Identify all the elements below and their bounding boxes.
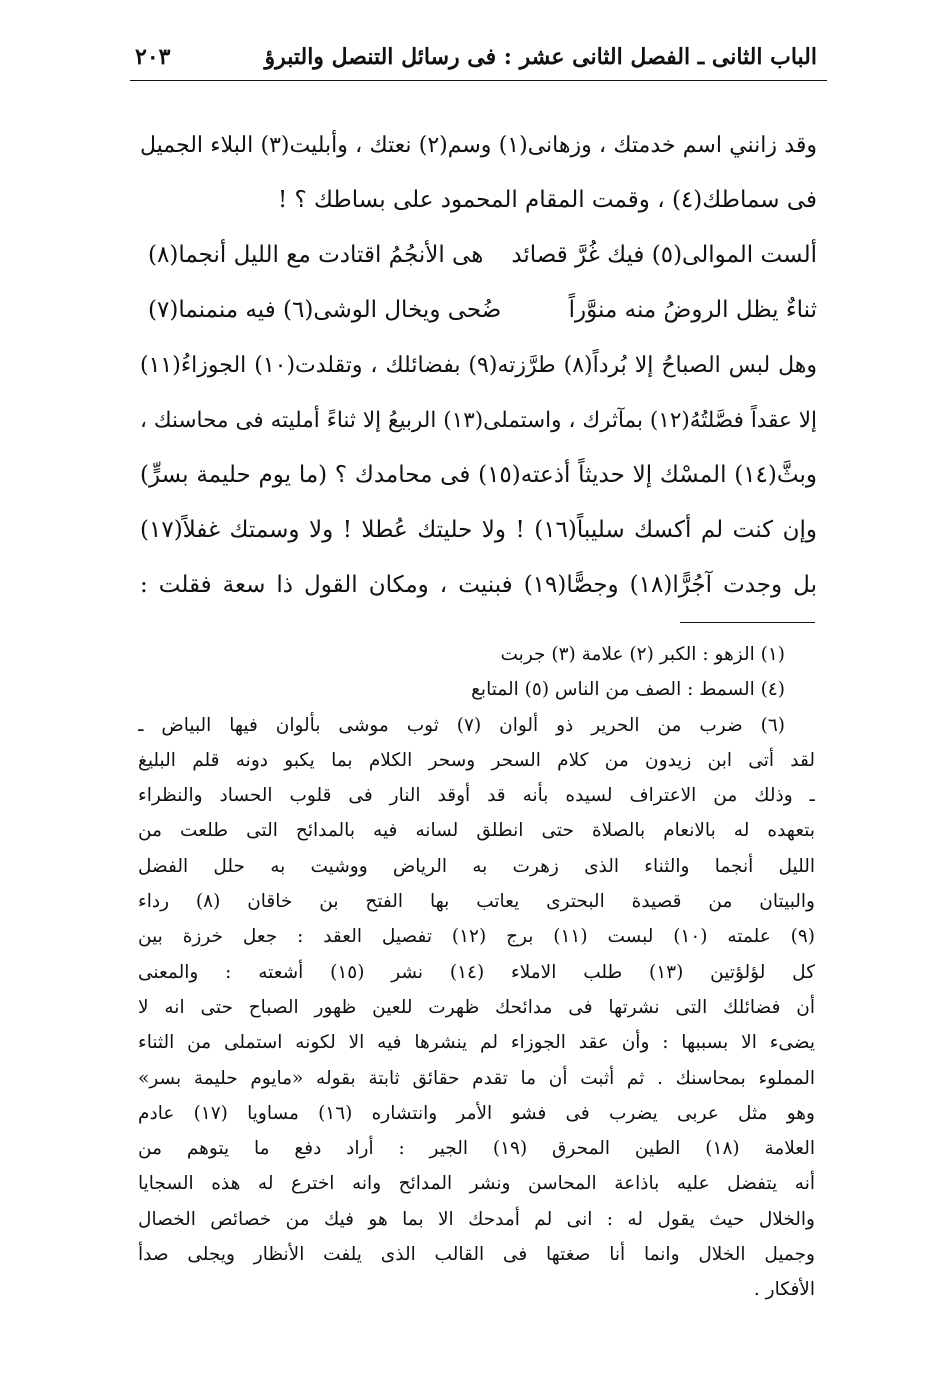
footnote-line: والبيتان من قصيدة البحترى يعاتب بها الفتح بن خاقان (٨) رداء (138, 891, 815, 913)
text-line: إلا عقداً فصَّلتُهُ(١٢) بمآثرك ، واستملى(١٣) الربيعُ إلا ثناءً أمليته فى محاسنك ، (140, 408, 817, 433)
header-rule (130, 80, 827, 81)
footnote-rule (680, 622, 815, 623)
page-number: ٢٠٣ (135, 44, 171, 70)
footnote-line: الليل أنجما والثناء الذى زهرت به الرياض ووشيت به حلل الفضل (138, 855, 815, 877)
running-title: الباب الثانى ـ الفصل الثانى عشر : فى رسائل التنصل والتبرؤ (264, 44, 817, 70)
footnote-line: لقد أتى ابن زيدون من كلام السحر وسحر الكلام بما يكبو دونه قلم البليغ (138, 749, 815, 771)
footnote-line: (٤) السمط : الصف من الناس (٥) المتابع (471, 679, 785, 701)
text-line: بل وجدت آجُرًّا(١٨) وجصًّا(١٩) فبنيت ، ومكان القول ذا سعة فقلت : (140, 572, 817, 598)
text-line: وقد زانني اسم خدمتك ، وزهانى(١) وسم(٢) نعتك ، وأبليت(٣) البلاء الجميل (140, 133, 817, 158)
footnote-line: والخلال حيث يقول له : انى لم أمدحك الا بما هو فيك من خصائص الخصال (138, 1208, 815, 1230)
footnote-line: العلامة (١٨) الطين المحرق (١٩) الجير : أراد دفع ما يتوهم من (138, 1138, 815, 1160)
footnote-line: بتعهده له بالانعام بالصلاة حتى انطلق لسانه فيه بالمدائح التى طلعت من (138, 820, 815, 842)
text-line: وبثَّ(١٤) المسْك إلا حديثاً أذعته(١٥) فى محامدك ؟ (ما يوم حليمة بسرٍّ) (140, 462, 817, 488)
verse-first-hemistich: ألست الموالى(٥) فيك غُرَّ قصائد (511, 242, 817, 268)
verse-first-hemistich: ثناءٌ يظل الروضُ منه منوَّراً (568, 297, 817, 323)
footnote-line: الأفكار . (753, 1279, 815, 1301)
footnote-line: وهو مثل عربى يضرب فى فشو الأمر وانتشاره (١٦) مساويا (١٧) عادم (138, 1102, 815, 1124)
text-line: فى سماطك(٤) ، وقمت المقام المحمود على بساطك ؟ ! (277, 187, 817, 213)
text-line: وإن كنت لم أكسك سليباً(١٦) ! ولا حليتك عُطلا ! ولا وسمتك غفلاً(١٧) (140, 517, 817, 543)
verse-second-hemistich: هى الأنجُمُ اقتادت مع الليل أنجما(٨) (148, 242, 484, 268)
main-text (140, 118, 817, 613)
footnote-line: (١) الزهو : الكبر (٢) علامة (٣) جربت (500, 644, 785, 665)
verse-line (140, 283, 817, 338)
footnote-line: وجميل الخلال وانما أنا صغتها فى القالب الذى يلفت الأنظار ويجلى صدأ (138, 1244, 815, 1266)
footnote-line: المملوء بمحاسنك . ثم أثبت أن ما تقدم حقائق ثابتة بقوله «مايوم حليمة بسر» (138, 1067, 815, 1089)
footnote-line: (٩) علمته (١٠) لبست (١١) برج (١٢) تفصيل العقد : جعل خرزة بين (138, 926, 815, 948)
verse-line (140, 228, 817, 283)
footnote-line: (٦) ضرب من الحرير ذو ألوان (٧) ثوب موشى بألوان فيها البياض ـ (138, 714, 786, 736)
verse-second-hemistich: ضُحى ويخال الوشى(٦) فيه منمنما(٧) (148, 297, 502, 323)
footnote-line: ـ وذلك من الاعتراف لسيده بأنه قد أوقد النار فى قلوب الحساد والنظراء (138, 785, 815, 807)
footnote-line: يضىء الا بسببها : وأن عقد الجوزاء لم ينشرها فيه الا لكونه استملى من الثناء (138, 1032, 815, 1054)
footnotes (138, 637, 815, 1308)
footnote-line: أنه يتفضل عليه باذاعة المحاسن ونشر المدائح وانه اخترع له هذه السجايا (138, 1173, 815, 1195)
footnote-line: أن فضائلك التى نشرتها فى مدائحك ظهرت للعين ظهور الصباح حتى انه لا (138, 996, 815, 1018)
running-head (135, 40, 817, 74)
text-line: وهل لبس الصباحُ إلا بُرداً(٨) طرَّزته(٩) بفضائلك ، وتقلدت(١٠) الجوزاءُ(١١) (140, 353, 817, 378)
footnote-line: كل لؤلؤتين (١٣) طلب الاملاء (١٤) نشر (١٥) أشعته : والمعنى (138, 961, 815, 983)
